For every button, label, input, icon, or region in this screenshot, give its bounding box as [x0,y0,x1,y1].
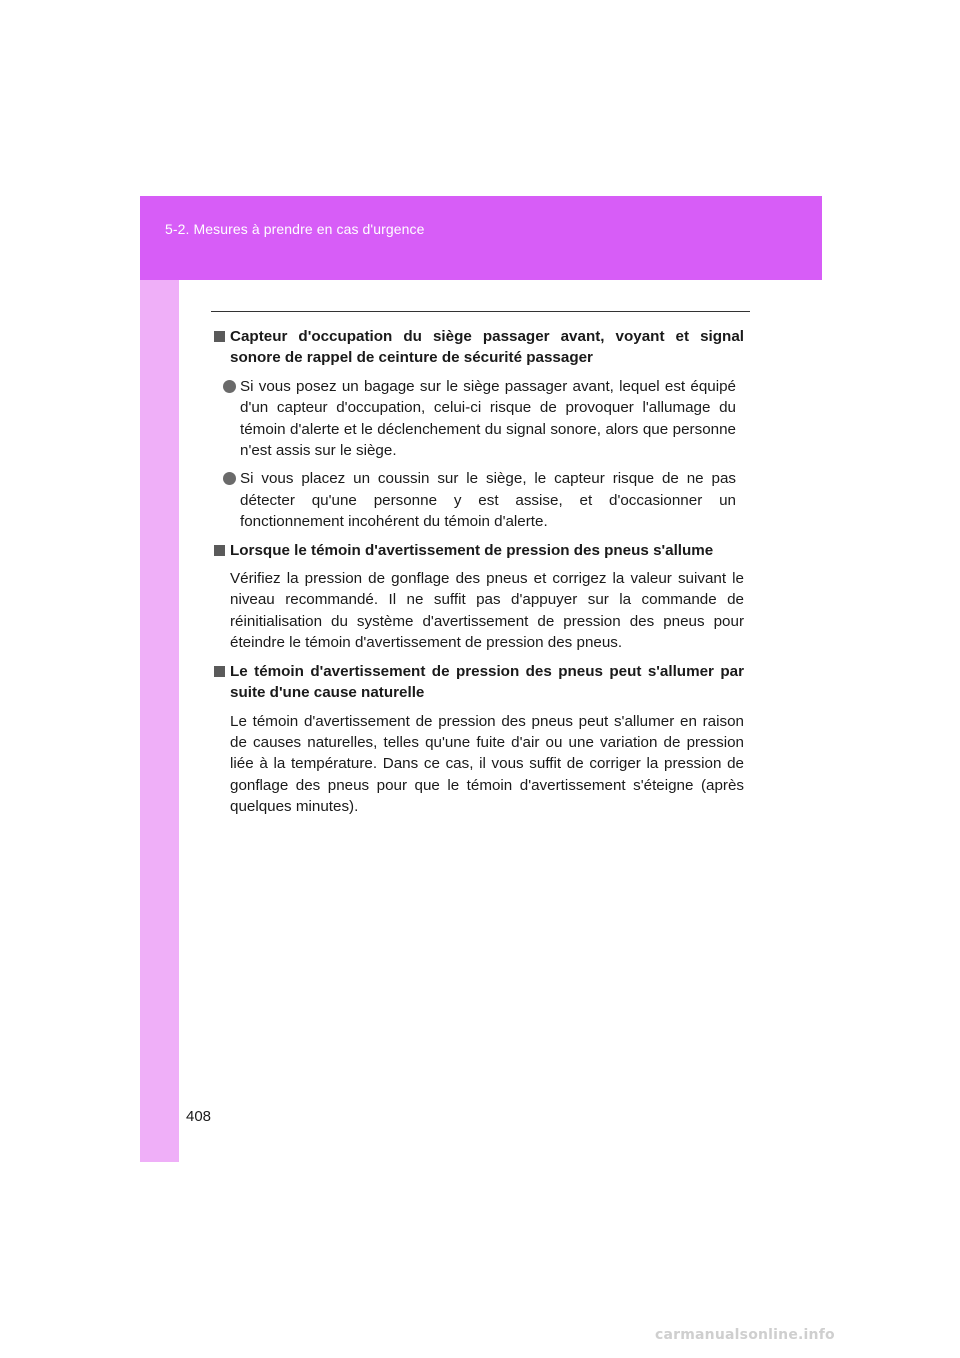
heading-text: Capteur d'occupation du siège passager avant, voyant et signal sonore de rappel de ceinture de sécurité passager [230,328,744,367]
section-heading-occupancy-sensor [214,326,744,369]
section-title: 5-2. Mesures à prendre en cas d'urgence [165,221,425,237]
section-divider [211,311,750,312]
section-heading-tire-warning [214,540,744,561]
section-body: Le témoin d'avertissement de pression des pneus peut s'allumer en raison de causes naturelles, telles qu'une fuite d'air ou une variation de pression liée à la température. Dans ce cas, il vous suffit de corriger la pression de gonflage des pneus pour que le témoin d'avertissement s'éteigne (après quelques minutes). [230,712,744,816]
square-bullet-icon [214,666,225,677]
section-heading-natural-cause [214,661,744,704]
square-bullet-icon [214,545,225,556]
list-item [214,468,736,532]
chapter-sidebar [140,196,179,1162]
heading-text: Lorsque le témoin d'avertissement de pression des pneus s'allume [230,541,714,559]
list-item-text: Si vous posez un bagage sur le siège passager avant, lequel est équipé d'un capteur d'occupation, celui-ci risque de provoquer l'allumage du témoin d'alerte et le déclenchement du signal sonore, alors que personne n'est assis sur le siège. [240,377,736,460]
circle-bullet-icon [223,472,236,485]
circle-bullet-icon [223,380,236,393]
watermark: carmanualsonline.info [655,1327,835,1343]
square-bullet-icon [214,331,225,342]
page-content [214,326,744,825]
section-header-band [140,196,822,280]
page-number: 408 [186,1108,212,1125]
section-body: Vérifiez la pression de gonflage des pneus et corrigez la valeur suivant le niveau recommandé. Il ne suffit pas d'appuyer sur la commande de réinitialisation du système d'avertissement de pression des pneus pour éteindre le témoin d'avertissement de pression des pneus. [230,570,744,652]
list-item [214,376,736,462]
list-item-text: Si vous placez un coussin sur le siège, le capteur risque de ne pas détecter qu'une personne y est assise, et d'occasionner un fonctionnement incohérent du témoin d'alerte. [240,470,736,531]
heading-text: Le témoin d'avertissement de pression des pneus peut s'allumer par suite d'une cause naturelle [230,662,744,702]
